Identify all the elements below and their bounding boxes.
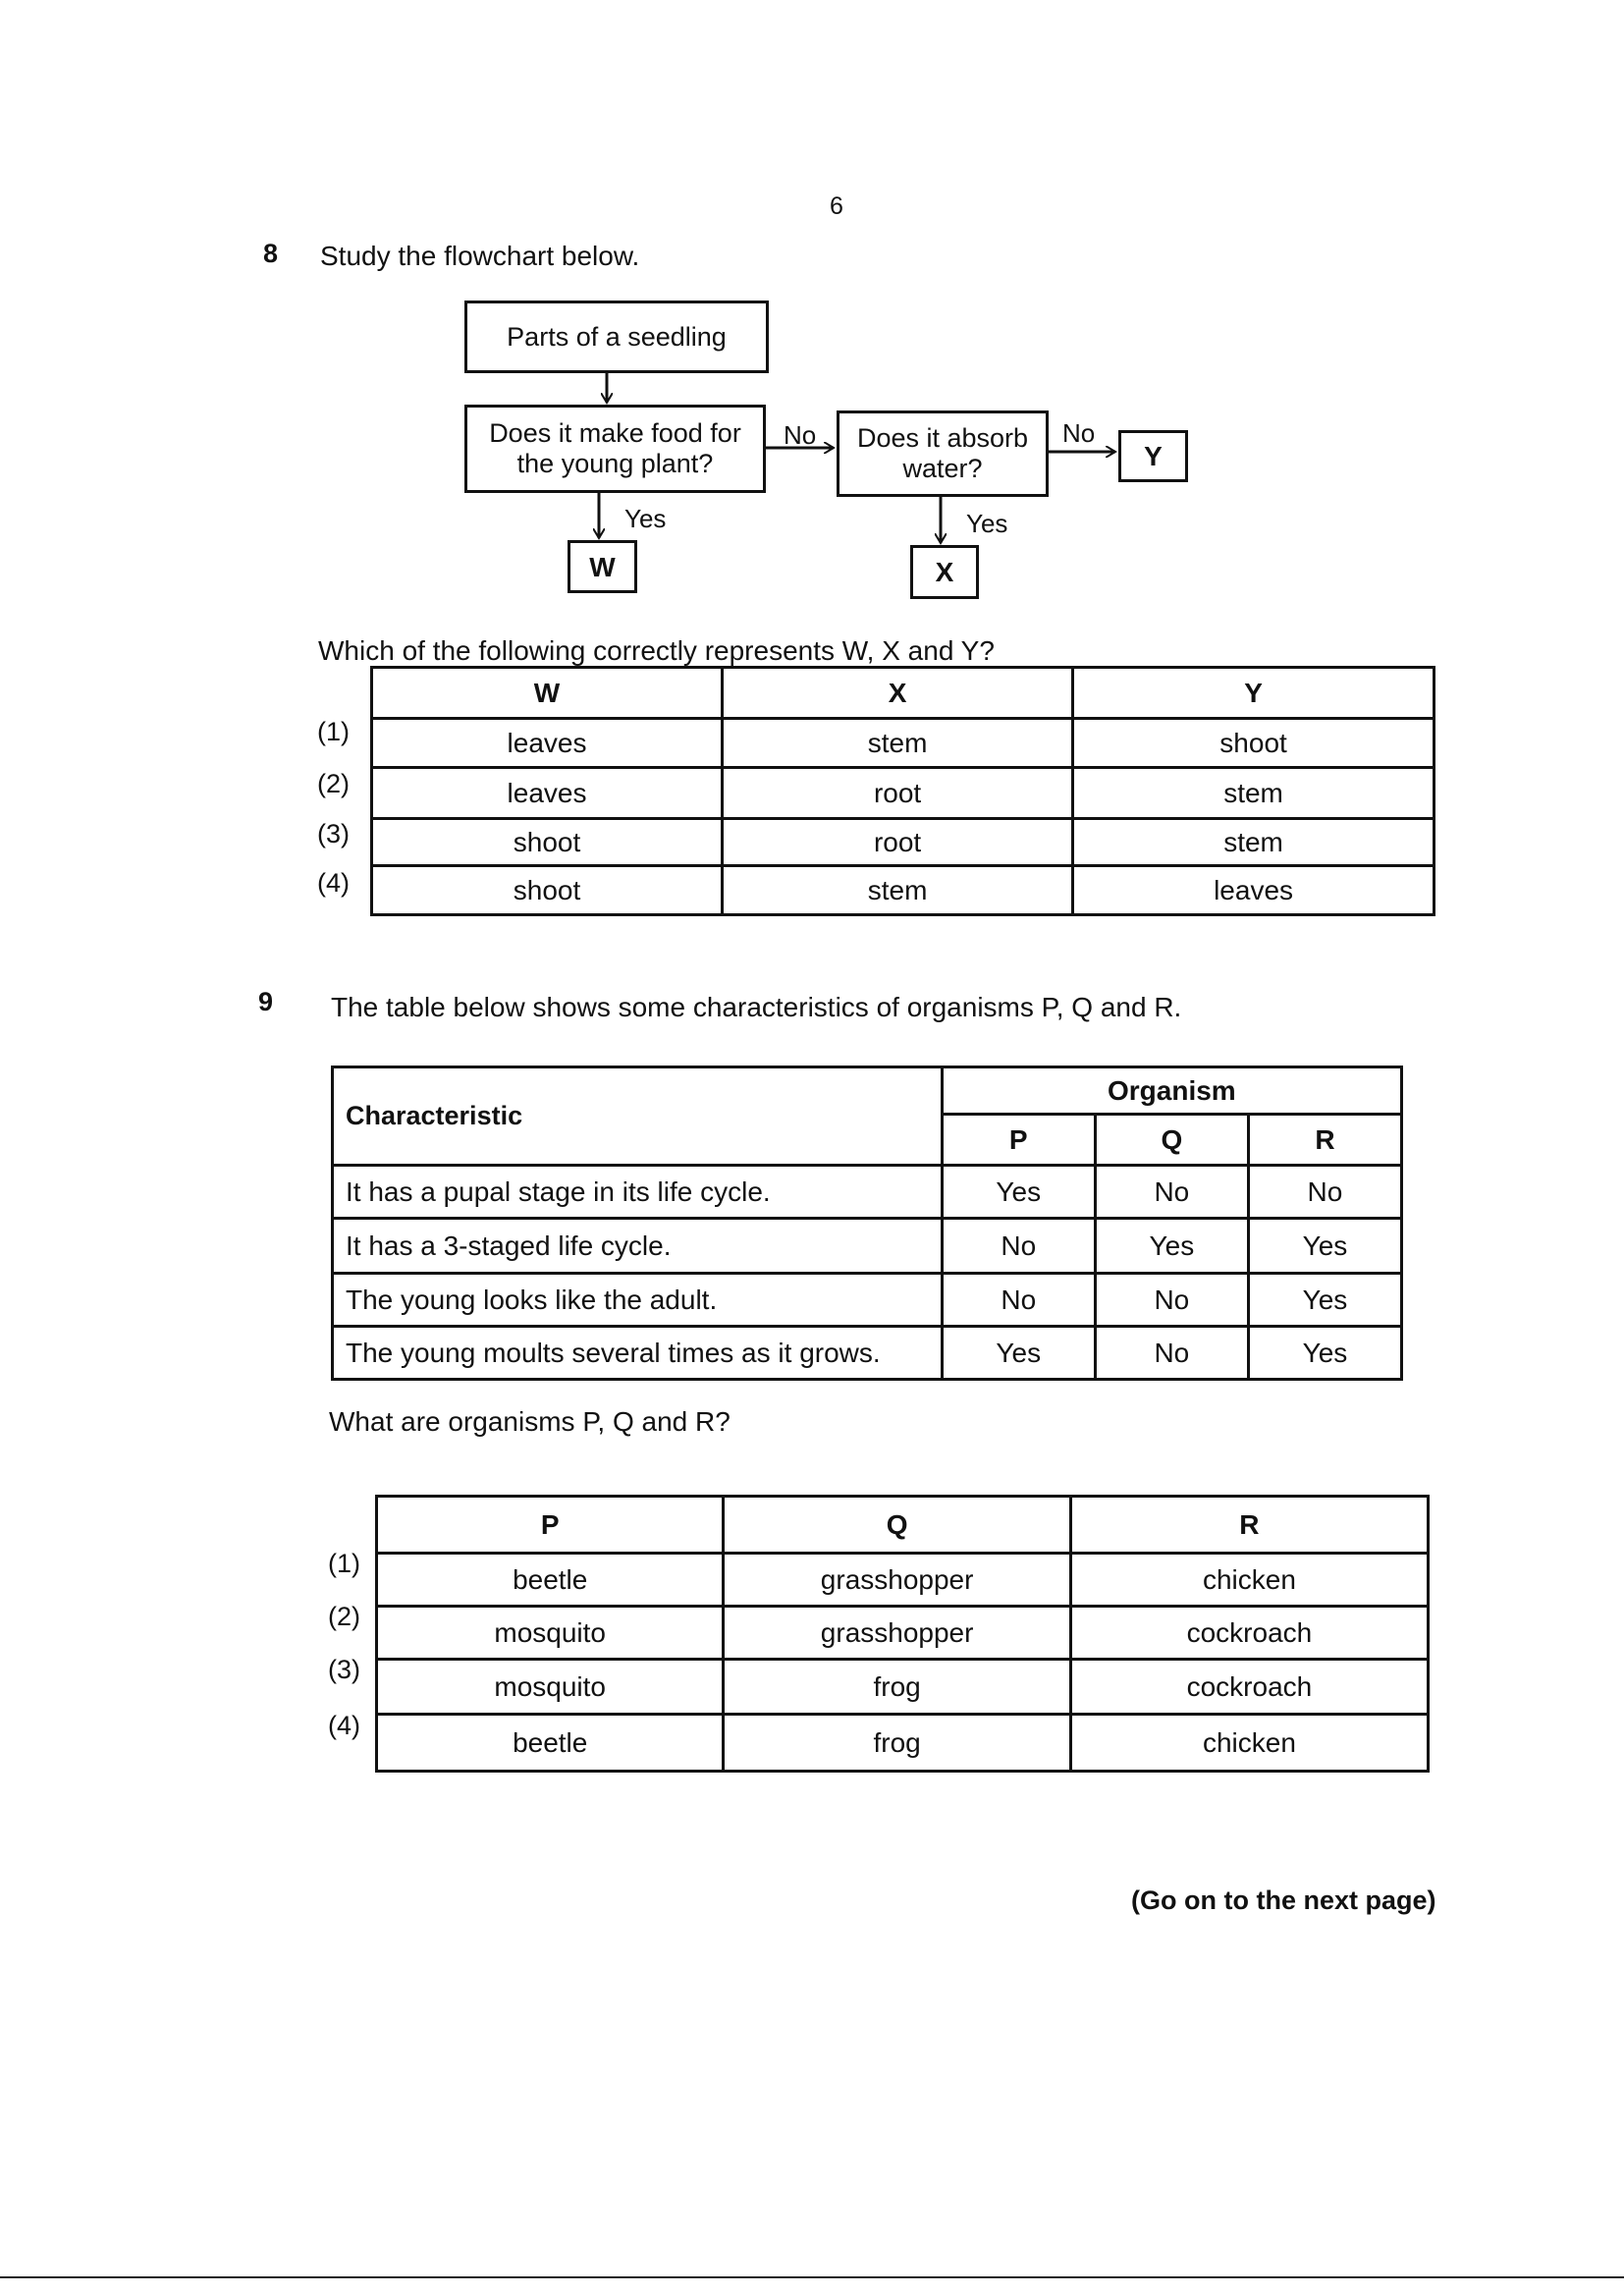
flowchart-start-box — [464, 301, 769, 373]
table-cell: No — [942, 1219, 1095, 1274]
table-header-row — [377, 1497, 1429, 1554]
flowchart-output-y — [1118, 430, 1188, 482]
table-row[interactable] — [372, 819, 1435, 866]
table-row[interactable] — [377, 1554, 1429, 1607]
q8-option-label[interactable]: (1) — [317, 717, 350, 746]
page-number: 6 — [830, 192, 843, 220]
characteristic-header: Characteristic — [333, 1067, 943, 1166]
table-cell: cockroach — [1070, 1660, 1428, 1715]
q9-option-label[interactable]: (3) — [328, 1655, 360, 1684]
q8-options-table — [370, 666, 1435, 916]
question-9-prompt: The table below shows some characteristics of organisms P, Q and R. — [331, 992, 1182, 1022]
characteristic-text: The young moults several times as it grows. — [333, 1327, 943, 1380]
flowchart-yes1-label: Yes — [624, 504, 667, 533]
column-header: W — [372, 668, 723, 719]
q8-option-label[interactable]: (2) — [317, 769, 350, 798]
table-cell: leaves — [372, 719, 723, 768]
flowchart-start-text: Parts of a seedling — [507, 321, 727, 352]
table-cell: stem — [723, 719, 1073, 768]
flowchart-no2-label: No — [1062, 418, 1096, 448]
footer-next-page: (Go on to the next page) — [1131, 1886, 1436, 1915]
q9-characteristics-table — [331, 1066, 1403, 1381]
bottom-rule — [0, 2276, 1624, 2278]
output-w-label: W — [589, 551, 616, 582]
question-8-question: Which of the following correctly represents W, X and Y? — [318, 635, 995, 666]
table-cell: beetle — [377, 1554, 724, 1607]
output-y-label: Y — [1144, 441, 1163, 471]
flowchart-output-x — [910, 545, 979, 599]
flowchart-decision2-text: Does it absorb water? — [856, 423, 1029, 483]
q9-option-label[interactable]: (4) — [328, 1711, 360, 1740]
column-header: R — [1248, 1115, 1401, 1166]
characteristic-text: The young looks like the adult. — [333, 1274, 943, 1327]
question-8-prompt: Study the flowchart below. — [320, 241, 640, 271]
q9-options-table — [375, 1495, 1430, 1773]
flowchart-arrows — [0, 0, 1624, 687]
table-cell: cockroach — [1070, 1607, 1428, 1660]
flowchart-no1-label: No — [784, 420, 817, 450]
question-8-number: 8 — [263, 239, 279, 268]
table-cell: stem — [1073, 768, 1435, 819]
table-row — [333, 1166, 1402, 1219]
table-row — [333, 1219, 1402, 1274]
table-cell: root — [723, 819, 1073, 866]
question-9-question: What are organisms P, Q and R? — [329, 1406, 731, 1437]
table-cell: leaves — [1073, 866, 1435, 915]
characteristic-text: It has a pupal stage in its life cycle. — [333, 1166, 943, 1219]
column-header: Q — [1095, 1115, 1248, 1166]
question-9-number: 9 — [258, 987, 274, 1016]
table-cell: chicken — [1070, 1554, 1428, 1607]
table-cell: Yes — [1248, 1219, 1401, 1274]
column-header: Q — [724, 1497, 1070, 1554]
table-row[interactable] — [377, 1660, 1429, 1715]
table-cell: No — [1248, 1166, 1401, 1219]
q8-option-label[interactable]: (3) — [317, 819, 350, 848]
table-row — [333, 1327, 1402, 1380]
table-row[interactable] — [377, 1607, 1429, 1660]
table-cell: Yes — [942, 1327, 1095, 1380]
table-cell: shoot — [372, 866, 723, 915]
characteristic-text: It has a 3-staged life cycle. — [333, 1219, 943, 1274]
flowchart-decision1-text: Does it make food for the young plant? — [489, 418, 741, 478]
table-row[interactable] — [372, 719, 1435, 768]
table-cell: No — [1095, 1166, 1248, 1219]
column-header: Y — [1073, 668, 1435, 719]
table-cell: No — [1095, 1274, 1248, 1327]
column-header: R — [1070, 1497, 1428, 1554]
table-header-row — [372, 668, 1435, 719]
table-cell: mosquito — [377, 1607, 724, 1660]
q9-option-label[interactable]: (2) — [328, 1602, 360, 1631]
column-header: P — [377, 1497, 724, 1554]
output-x-label: X — [935, 557, 954, 587]
table-cell: stem — [723, 866, 1073, 915]
column-header: P — [942, 1115, 1095, 1166]
table-row[interactable] — [372, 866, 1435, 915]
table-cell: No — [942, 1274, 1095, 1327]
flowchart-output-w — [568, 540, 637, 593]
flowchart-decision1-box — [464, 405, 766, 493]
table-row — [333, 1274, 1402, 1327]
table-row[interactable] — [377, 1715, 1429, 1772]
table-cell: No — [1095, 1327, 1248, 1380]
table-header-row — [333, 1067, 1402, 1115]
table-cell: Yes — [942, 1166, 1095, 1219]
table-cell: mosquito — [377, 1660, 724, 1715]
organism-header: Organism — [942, 1067, 1401, 1115]
flowchart-decision2-box — [837, 410, 1049, 497]
q8-option-label[interactable]: (4) — [317, 868, 350, 898]
table-cell: chicken — [1070, 1715, 1428, 1772]
table-cell: beetle — [377, 1715, 724, 1772]
table-cell: Yes — [1248, 1274, 1401, 1327]
table-row[interactable] — [372, 768, 1435, 819]
table-cell: Yes — [1095, 1219, 1248, 1274]
table-cell: root — [723, 768, 1073, 819]
q9-option-label[interactable]: (1) — [328, 1549, 360, 1578]
column-header: X — [723, 668, 1073, 719]
table-cell: leaves — [372, 768, 723, 819]
table-cell: stem — [1073, 819, 1435, 866]
table-cell: shoot — [372, 819, 723, 866]
table-cell: grasshopper — [724, 1607, 1070, 1660]
table-cell: Yes — [1248, 1327, 1401, 1380]
table-cell: grasshopper — [724, 1554, 1070, 1607]
flowchart-yes2-label: Yes — [966, 509, 1008, 538]
table-cell: frog — [724, 1660, 1070, 1715]
table-cell: shoot — [1073, 719, 1435, 768]
table-cell: frog — [724, 1715, 1070, 1772]
